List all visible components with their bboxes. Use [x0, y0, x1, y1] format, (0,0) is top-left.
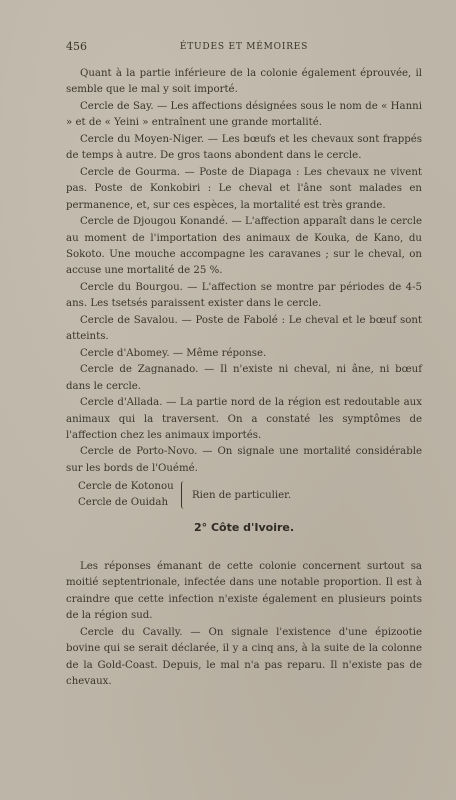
paragraph: Cercle du Moyen-Niger. — Les bœufs et les chevaux sont frappés de temps à autre. De gros taons abondent dans le cercle. — [66, 133, 422, 162]
brace — [181, 481, 186, 509]
page-header — [66, 40, 422, 54]
page-number: 456 — [66, 40, 87, 53]
grouped-entry-note: Rien de particulier. — [192, 490, 292, 502]
paragraph: Cercle de Porto-Novo. — On signale une mortalité considérable sur les bords de l'Ouémé. — [66, 446, 422, 474]
running-title: ÉTUDES ET MÉMOIRES — [179, 42, 309, 52]
paragraph: Cercle de Gourma. — Poste de Diapaga : Les chevaux ne vivent pas. Poste de Konkobiri : Le cheval et l'âne sont malades en permanence, et, sur ces espèces, la mortalité est très grande. — [66, 166, 422, 211]
paragraph: Les réponses émanant de cette colonie concernent surtout sa moitié septentrionale, infectée dans une notable proportion. Il est à craindre que cette infection n'existe également en plusieurs points de la région sud. — [66, 561, 422, 622]
grouped-entry — [66, 479, 422, 513]
section-heading: 2° Côte d'Ivoire. — [193, 521, 295, 534]
paragraph: Cercle de Zagnanado. — Il n'existe ni cheval, ni âne, ni bœuf dans le cercle. — [66, 364, 422, 392]
paragraph: Cercle d'Abomey. — Même réponse. — [80, 347, 267, 359]
paragraph: Cercle d'Allada. — La partie nord de la région est redoutable aux animaux qui la traversent. On a constaté les symptômes de l'affection chez les animaux importés. — [66, 397, 422, 441]
paragraph: Cercle du Bourgou. — L'affection se montre par périodes de 4-5 ans. Les tsetsés paraissent exister dans le cercle. — [66, 281, 422, 310]
paragraph: Quant à la partie inférieure de la colonie également éprouvée, il semble que le mal y soit importé. — [66, 68, 422, 96]
paragraph: Cercle de Say. — Les affections désignées sous le nom de « Hanni » et de « Yeini » entraînent une grande mortalité. — [66, 100, 422, 129]
paragraph: Cercle de Djougou Konandé. — L'affection apparaît dans le cercle au moment de l'importation des animaux de Kouka, de Kano, du Sokoto. Une mouche accompagne les caravanes ; sur le cheval, on accuse une mortalité de 25 %. — [66, 216, 422, 277]
grouped-entry-line: Cercle de Ouidah — [78, 497, 169, 509]
main-text — [66, 66, 422, 513]
paragraph: Cercle du Cavally. — On signale l'existence d'une épizootie bovine qui se serait déclarée, il y a cinq ans, à la suite de la colonne de la Gold-Coast. Depuis, le mal n'a pas reparu. Il n'existe pas de chevaux. — [66, 626, 422, 688]
grouped-entry-line: Cercle de Kotonou — [78, 481, 174, 493]
paragraph: Cercle de Savalou. — Poste de Fabolé : Le cheval et le bœuf sont atteints. — [66, 314, 422, 343]
section-text — [66, 559, 422, 691]
grouped-entry-lines — [78, 479, 174, 511]
